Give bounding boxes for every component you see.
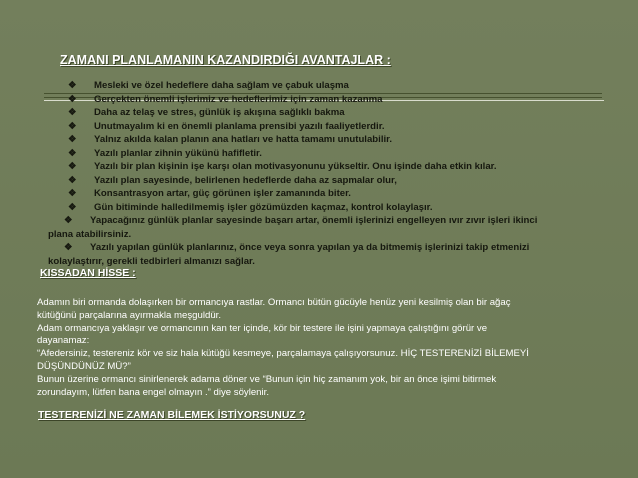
- benefits-list: [48, 79, 636, 268]
- benefit-item: ❖ Konsantrasyon artar, güç görünen işler zamanında biter.: [68, 188, 351, 199]
- advantages-heading: ZAMANI PLANLAMANIN KAZANDIRDIĞI AVANTAJLAR :: [60, 53, 391, 67]
- diamond-bullet-icon: ❖: [68, 93, 77, 105]
- diamond-bullet-icon: ❖: [68, 120, 77, 132]
- diamond-bullet-icon: ❖: [68, 201, 77, 213]
- benefit-item: ❖ Yazılı plan sayesinde, belirlenen hedeflerde daha az sapmalar olur,: [68, 174, 397, 186]
- diamond-bullet-icon: ❖: [68, 80, 77, 91]
- diamond-bullet-icon: ❖: [68, 188, 77, 199]
- benefit-item: ❖ Yazılı bir plan kişinin işe karşı olan motivasyonunu yükseltir. Onu işinde daha etkin kılar.: [68, 161, 497, 172]
- benefit-item: ❖ Daha az telaş ve stres, günlük iş akışına sağlıklı bakma: [68, 107, 345, 118]
- story-line: kütüğünü parçalarına ayırmakla meşguldür.: [37, 309, 221, 321]
- diamond-bullet-icon: ❖: [68, 161, 77, 172]
- story-line: “Afedersiniz, testereniz kör ve siz hala kütüğü kesmeye, parçalamaya çalışıyorsunuz. HİÇ TESTERENİZİ BİLEMEYİ: [37, 348, 529, 360]
- story-line: Bunun üzerine ormancı sinirlenerek adama döner ve “Bunun için hiç zamanım yok, bir an önce işimi bitirmek: [37, 373, 497, 385]
- benefit-item: ❖ Yazılı planlar zihnin yükünü hafifletir.: [68, 147, 262, 159]
- story-line: Adamın biri ormanda dolaşırken bir ormancıya rastlar. Ormancı bütün gücüyle henüz yeni kesilmiş olan bir ağaç: [37, 297, 511, 308]
- benefit-item-continuation: plana atabilirsiniz.: [48, 228, 132, 240]
- diamond-bullet-icon: ❖: [68, 147, 77, 159]
- benefit-item-continuation: kolaylaştırır, gerekli tedbirleri almanızı sağlar.: [48, 255, 255, 267]
- diamond-bullet-icon: ❖: [68, 174, 77, 186]
- benefit-item: ❖ Gün bitiminde halledilmemiş işler gözümüzden kaçmaz, kontrol kolaylaşır.: [68, 201, 433, 213]
- diamond-bullet-icon: ❖: [68, 134, 77, 145]
- story-line: dayanamaz:: [37, 335, 90, 347]
- benefit-item: ❖ Gerçekten önemli işlerimiz ve hedeflerimiz için zaman kazanma: [68, 93, 383, 105]
- diamond-bullet-icon: ❖: [68, 107, 77, 118]
- story-line: zorundayım, lütfen bana engel olmayın .” diye söylenir.: [37, 386, 269, 398]
- benefit-item: ❖ Yalnız akılda kalan planın ana hatları ve hatta tamamı unutulabilir.: [68, 134, 393, 145]
- story-line: DÜŞÜNDÜNÜZ MÜ?”: [37, 360, 131, 372]
- diamond-bullet-icon: ❖: [64, 215, 73, 226]
- benefit-item: ❖ Unutmayalım ki en önemli planlama prensibi yazılı faaliyetlerdir.: [68, 120, 385, 132]
- story-line: Adam ormancıya yaklaşır ve ormancının kan ter içinde, kör bir testere ile işini yapmaya çalıştığını görür ve: [37, 322, 488, 334]
- story-heading: KISSADAN HİSSE :: [40, 267, 136, 279]
- diamond-bullet-icon: ❖: [64, 242, 73, 253]
- benefit-item: ❖ Yazılı yapılan günlük planlarınız, önce veya sonra yapılan ya da bitmemiş işlerinizi takip etmenizi: [64, 242, 530, 253]
- benefit-item: ❖ Mesleki ve özel hedeflere daha sağlam ve çabuk ulaşma: [68, 80, 349, 91]
- question-heading: TESTERENİZİ NE ZAMAN BİLEMEK İSTİYORSUNUZ ?: [38, 409, 306, 421]
- benefit-item: ❖ Yapacağınız günlük planlar sayesinde başarı artar, önemli işlerinizi engelleyen ıvır zıvır işleri ikinci: [64, 215, 538, 226]
- story-text: [37, 297, 597, 399]
